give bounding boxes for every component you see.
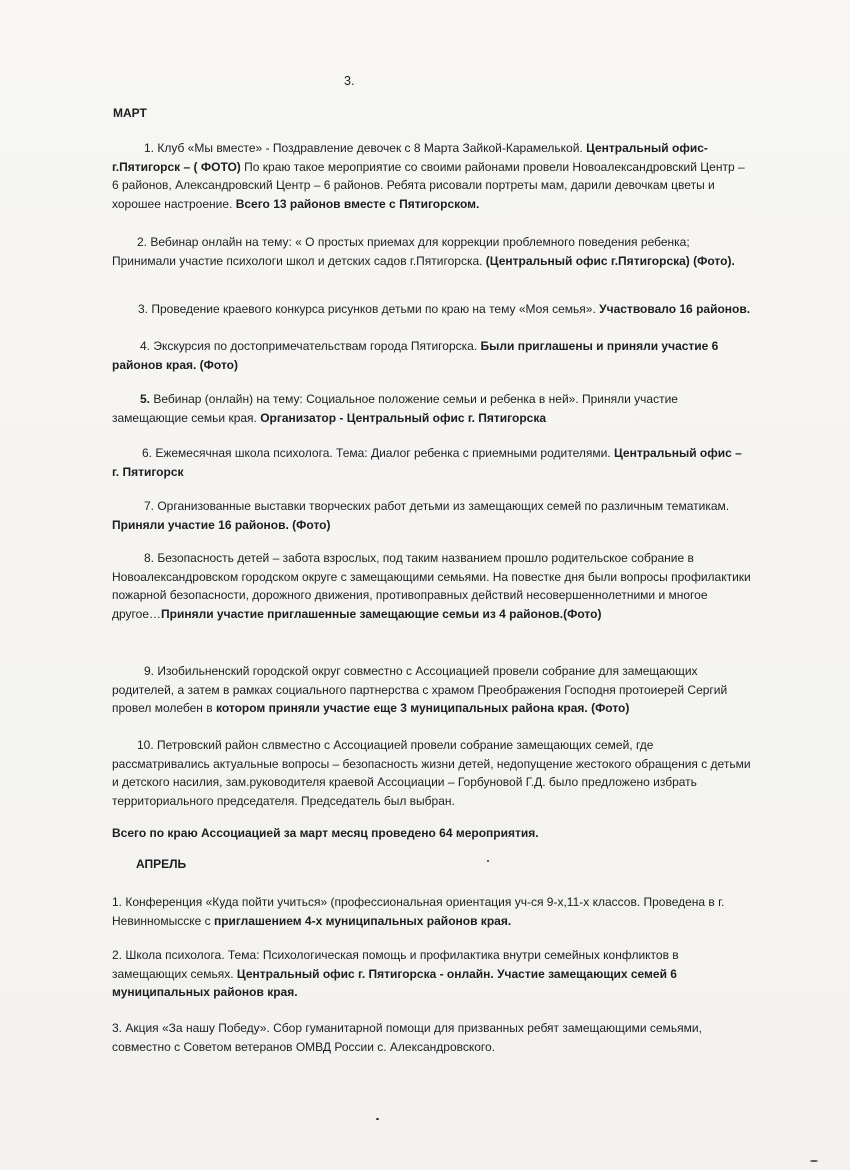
march-item-5 — [112, 390, 752, 427]
march-total: Всего по краю Ассоциацией за март месяц проведено 64 мероприятия. — [112, 826, 539, 840]
item-text: Организованные выставки творческих работ детьми из замещающих семей по различным тематикам. — [154, 499, 730, 513]
item-bold-text: (Центральный офис г.Пятигорска) (Фото). — [485, 253, 735, 268]
item-number: 8. — [144, 551, 155, 565]
item-text: Изобильненский городской округ совместно с Ассоциацией провели собрание для замещающих родителей, а затем в рамках социального партнерства с храмом Преображения Господня протоиерей Сергий провел молебен в — [112, 664, 728, 715]
item-text: Вебинар онлайн на тему: « О простых приемах для коррекции проблемного поведения ребенка; Принимали участие психологи школ и детских садов г.Пятигорска. — [112, 235, 690, 268]
march-item-4 — [112, 337, 752, 374]
april-item-3 — [112, 1019, 752, 1056]
march-item-8 — [112, 549, 752, 623]
item-text: Ежемесячная школа психолога. Тема: Диалог ребенка с приемными родителями. — [152, 446, 614, 460]
march-item-3 — [112, 300, 752, 319]
item-number: 6. — [142, 446, 153, 460]
item-number: 5. — [140, 392, 151, 406]
item-bold-text: Организатор - Центральный офис г. Пятигорска — [260, 410, 547, 425]
item-text: Экскурсия по достопримечательствам города Пятигорска. — [150, 339, 481, 353]
march-item-6 — [112, 444, 752, 481]
item-number: 1. — [112, 895, 123, 909]
march-item-9 — [112, 662, 752, 718]
scan-speck — [376, 1118, 379, 1120]
item-number: 1. — [144, 141, 155, 155]
item-number: 3. — [112, 1021, 123, 1035]
item-number: 3. — [138, 302, 149, 316]
april-item-1 — [112, 893, 752, 930]
item-text: Проведение краевого конкурса рисунков детьми по краю на тему «Моя семья». — [148, 302, 600, 316]
item-bold-text: Приняли участие 16 районов. (Фото) — [112, 517, 331, 532]
page-number: 3. — [344, 74, 355, 88]
item-bold-text: приглашением 4-х муниципальных районов края. — [213, 913, 512, 928]
item-text: По краю такое мероприятие со своими районами провели Новоалександровский Центр – 6 районов, Александровский Центр – 6 районов. Ребята рисовали портреты мам, дарили девочкам цветы и хорошее настроение. — [112, 159, 745, 211]
item-bold-text: Всего 13 районов вместе с Пятигорском. — [235, 196, 480, 211]
item-text: Безопасность детей – забота взрослых, под таким названием прошло родительское собрание в Новоалександровском городском округе с замещающими семьями. На повестке дня были вопросы профилактики пожарной безопасности, дорожного движения, противоправных действий несовершеннолетними и многое другое… — [112, 551, 751, 621]
item-bold-text: Приняли участие приглашенные замещающие семьи из 4 районов.(Фото) — [161, 606, 602, 621]
item-text: Петровский район слвместно с Ассоциацией провели собрание замещающих семей, где рассматривались актуальные вопросы – безопасность жизни детей, недопущение жестокого обращения с детьми и детского насилия, зам.руководителя краевой Ассоциации – Горбуновой Г.Д. было предложено избрать территориального председателя. Председатель был выбран. — [112, 738, 751, 808]
scan-speck — [487, 860, 489, 862]
item-number: 7. — [144, 499, 155, 513]
march-item-1 — [112, 139, 752, 213]
item-bold-text: Центральный офис – г. Пятигорск — [112, 446, 742, 479]
item-bold-text: Были приглашены и приняли участие 6 районов края. (Фото) — [112, 339, 719, 372]
scan-speck — [810, 1160, 818, 1162]
march-heading: МАРТ — [113, 106, 147, 120]
april-heading: АПРЕЛЬ — [136, 857, 187, 871]
item-number: 9. — [144, 664, 155, 678]
march-item-7 — [112, 497, 752, 534]
item-number: 10. — [137, 738, 154, 752]
item-number: 2. — [112, 948, 123, 962]
item-bold-text: котором приняли участие еще 3 муниципальных района края. (Фото) — [215, 701, 630, 715]
item-number: 4. — [140, 339, 151, 353]
march-item-10 — [112, 736, 752, 810]
item-number: 2. — [137, 235, 148, 249]
item-text: Школа психолога. Тема: Психологическая помощь и профилактика внутри семейных конфликтов в замещающих семьях. — [112, 948, 679, 981]
april-item-2 — [112, 946, 752, 1002]
march-item-2 — [112, 233, 752, 270]
item-text: Акция «За нашу Победу». Сбор гуманитарной помощи для призванных ребят замещающими семьями, совместно с Советом ветеранов ОМВД России с. Александровского. — [112, 1021, 702, 1054]
item-text: Клуб «Мы вместе» - Поздравление девочек с 8 Марта Зайкой-Карамелькой. — [154, 141, 587, 155]
item-text: Вебинар (онлайн) на тему: Социальное положение семьи и ребенка в ней». Приняли участие замещающие семьи края. — [112, 392, 678, 425]
item-bold-text: Участвовало 16 районов. — [599, 302, 751, 316]
item-bold-text: Центральный офис-г.Пятигорск – ( ФОТО) — [112, 141, 708, 174]
item-bold-text: Центральный офис г. Пятигорска - онлайн. Участие замещающих семей 6 муниципальных районов края. — [112, 966, 677, 999]
item-text: Конференция «Куда пойти учиться» (профессиональная ориентация уч-ся 9-х,11-х классов. Проведена в г. Невинномысске с — [112, 895, 725, 928]
